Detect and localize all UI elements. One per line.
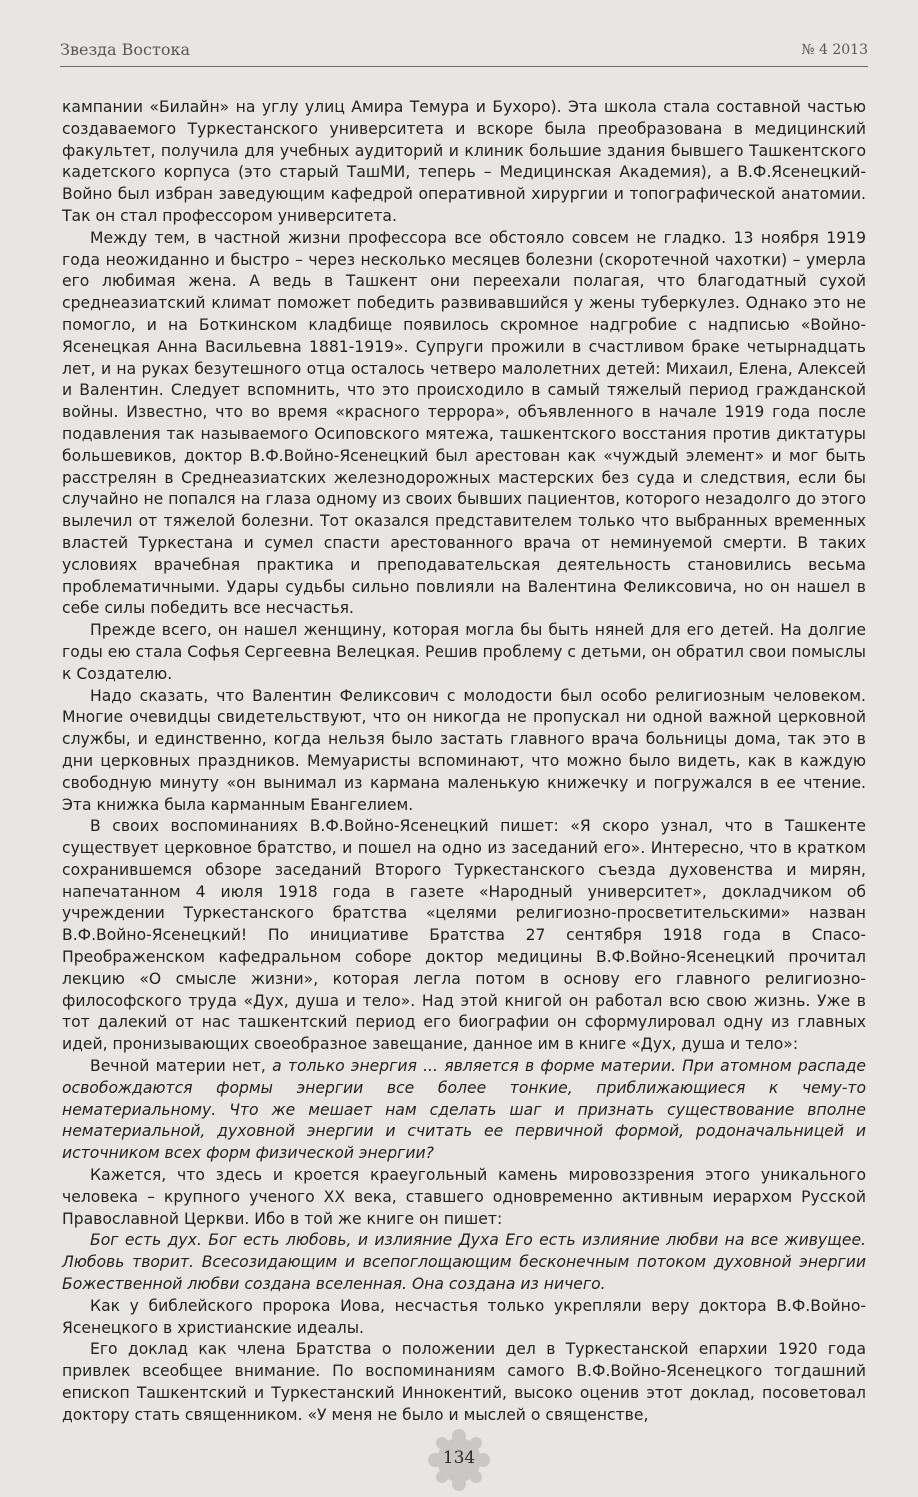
running-header (60, 36, 868, 67)
paragraph: кампании «Билайн» на углу улиц Амира Темура и Бухоро). Эта школа стала составной частью создаваемого Туркестанского университета и вскоре была преобразована в медицинский факультет, получила для учебных аудиторий и клиник большие здания бывшего Ташкентского кадетского корпуса (это старый ТашМИ, теперь – Медицинская Академия), а В.Ф.Ясенецкий-Войно был избран заведующим кафедрой оперативной хирургии и топографической анатомии. Так он стал профессором университета. (62, 98, 866, 225)
journal-title: Звезда Востока (60, 40, 191, 59)
page-number: 134 (442, 1448, 476, 1468)
paragraph: Как у библейского пророка Иова, несчастья только укрепляли веру доктора В.Ф.Войно-Ясенецкого в христианские идеалы. (62, 1296, 866, 1337)
paragraph: Надо сказать, что Валентин Феликсович с молодости был особо религиозным человеком. Многие очевидцы свидетельствуют, что он никогда не пропускал ни одной важной церковной службы, и единственно, когда нельзя было застать главного врача больницы дома, так это в дни церковных праздников. Мемуаристы вспоминают, что можно было видеть, как в каждую свободную минуту «он вынимал из кармана маленькую книжечку и погружался в ее чтение. Эта книжка была карманным Евангелием. (62, 686, 866, 814)
article-body (62, 97, 866, 1427)
paragraph: Его доклад как члена Братства о положении дел в Туркестанской епархии 1920 года привлек всеобщее внимание. По воспоминаниям самого В.Ф.Войно-Ясенецкого тогдашний епископ Ташкентский и Туркестанский Иннокентий, высоко оценив этот доклад, посоветовал доктору стать священником. «У меня не было и мыслей о священстве, (62, 1340, 866, 1424)
quote-paragraph (62, 1056, 866, 1165)
paragraph: Между тем, в частной жизни профессора все обстояло совсем не гладко. 13 ноября 1919 года неожиданно и быстро – через несколько месяцев болезни (скоротечной чахотки) – умерла его любимая жена. А ведь в Ташкент они переехали полагая, что благодатный сухой среднеазиатский климат поможет победить развивавшийся у жены туберкулез. Однако это не помогло, и на Боткинском кладбище появилось скромное надгробие с надписью «Войно-Ясенецкая Анна Васильевна 1881-1919». Супруги прожили в счастливом браке четырнадцать лет, и на руках безутешного отца осталось четверо малолетних детей: Михаил, Елена, Алексей и Валентин. Следует вспомнить, что это происходило в самый тяжелый период гражданской войны. Известно, что во время «красного террора», объявленного в начале 1919 года после подавления так называемого Осиповского мятежа, ташкентского восстания против диктатуры большевиков, доктор В.Ф.Войно-Ясенецкий был арестован как «чуждый элемент» и мог быть расстрелян в Среднеазиатских железнодорожных мастерских без суда и следствия, если бы случайно не попался на глаза одному из своих бывших пациентов, которого незадолго до этого вылечил от тяжелой болезни. Тот оказался представителем только что выбранных временных властей Туркестана и сумел спасти арестованного врача от неминуемой смерти. В таких условиях врачебная практика и преподавательская деятельность становились весьма проблематичными. Удары судьбы сильно повлияли на Валентина Феликсовича, но он нашел в себе силы победить все несчастья. (62, 228, 866, 618)
quote-italic-text: а только энергия ... является в форме материи. При атомном распаде освобождаются формы энергии все более тонкие, приближающиеся к чему-то нематериальному. Что же мешает нам сделать шаг и признать существование вполне нематериальной, духовной энергии и считать ее первичной формой, родоначальницей и источником всех форм физической энергии? (62, 1057, 866, 1163)
issue-number: № 4 2013 (801, 42, 868, 58)
paragraph: Кажется, что здесь и кроется краеугольный камень мировоззрения этого уникального человека – крупного ученого XX века, ставшего одновременно активным иерархом Русской Православной Церкви. Ибо в той же книге он пишет: (62, 1166, 866, 1228)
page-number-badge (427, 1428, 491, 1492)
paragraph: В своих воспоминаниях В.Ф.Войно-Ясенецкий пишет: «Я скоро узнал, что в Ташкенте существует церковное братство, и пошел на одно из заседаний его». Интересно, что в кратком сохранившемся обзоре заседаний Второго Туркестанского съезда духовенства и мирян, напечатанном 4 июля 1918 года в газете «Народный университет», докладчиком об учреждении Туркестанского братства «целями религиозно-просветительскими» назван В.Ф.Войно-Ясенецкий! По инициативе Братства 27 сентября 1918 года в Спасо-Преображенском кафедральном соборе доктор медицины В.Ф.Войно-Ясенецкий прочитал лекцию «О смысле жизни», которая легла потом в основу его главного религиозно-философского труда «Дух, душа и тело». Над этой книгой он работал всю свою жизнь. Уже в тот далекий от нас ташкентский период его биографии он сформулировал одну из главных идей, пронизывающих своеобразное завещание, данное им в книге «Дух, душа и тело»: (62, 817, 866, 1054)
quote-plain-text: Вечной материи нет, (90, 1057, 273, 1076)
paragraph: Прежде всего, он нашел женщину, которая могла бы быть няней для его детей. На долгие годы ею стала Софья Сергеевна Велецкая. Решив проблему с детьми, он обратил свои помыслы к Создателю. (62, 621, 866, 683)
quote-paragraph: Бог есть дух. Бог есть любовь, и излияние Духа Его есть излияние любви на все живущее. Любовь творит. Всесозидающим и всепоглощающим бесконечным потоком духовной энергии Божественной любви создана вселенная. Она создана из ничего. (62, 1231, 866, 1294)
